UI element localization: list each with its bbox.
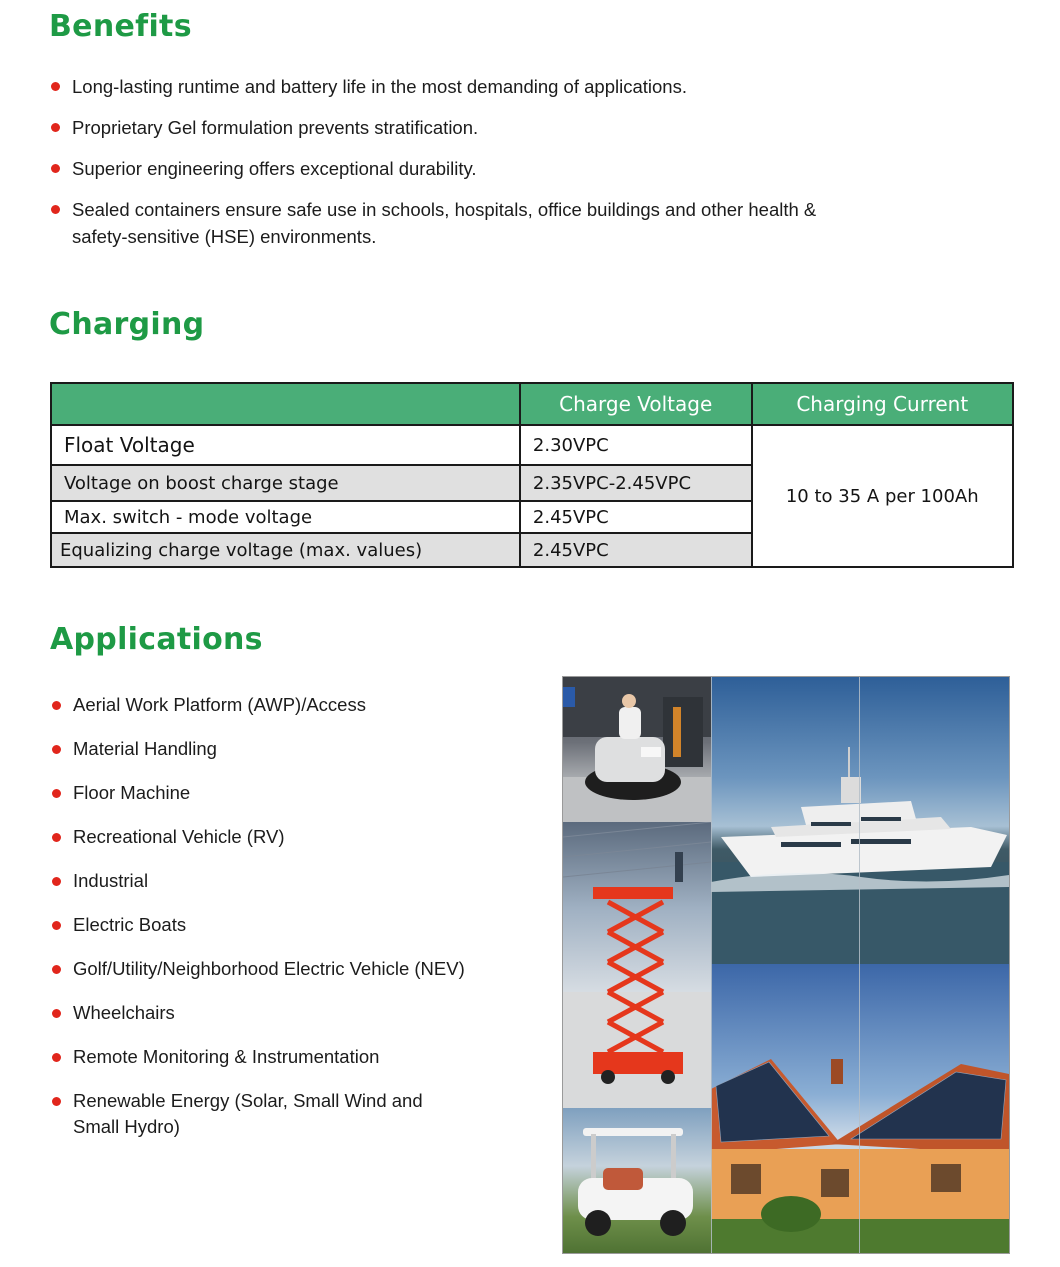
list-item: Electric Boats [50, 912, 520, 938]
floor-machine-photo [563, 677, 711, 822]
applications-photo-collage [562, 676, 1010, 1254]
solar-house-photo [711, 964, 1009, 1253]
charging-current-value: 10 to 35 A per 100Ah [752, 425, 1014, 567]
benefits-list [49, 73, 879, 264]
list-item: Material Handling [50, 736, 520, 762]
bullet-icon [52, 745, 61, 754]
list-item: Superior engineering offers exceptional durability. [49, 155, 879, 182]
list-item: Proprietary Gel formulation prevents stratification. [49, 114, 879, 141]
bullet-icon [52, 833, 61, 842]
row-label: Voltage on boost charge stage [51, 465, 520, 501]
list-item: Golf/Utility/Neighborhood Electric Vehicle (NEV) [50, 956, 520, 982]
yacht-photo [711, 677, 1009, 964]
row-value: 2.35VPC-2.45VPC [520, 465, 752, 501]
scissor-lift-photo [563, 822, 711, 1108]
bullet-icon [52, 965, 61, 974]
list-item: Floor Machine [50, 780, 520, 806]
applications-list [50, 692, 520, 1158]
bullet-icon [51, 82, 60, 91]
row-label: Float Voltage [51, 425, 520, 465]
golf-cart-photo [563, 1108, 711, 1253]
column-header-charging-current: Charging Current [752, 383, 1014, 425]
list-item: Remote Monitoring & Instrumentation [50, 1044, 520, 1070]
applications-heading: Applications [50, 622, 263, 657]
table-row [51, 425, 1013, 465]
row-label: Equalizing charge voltage (max. values) [51, 533, 520, 567]
row-value: 2.45VPC [520, 501, 752, 533]
benefits-heading: Benefits [49, 9, 192, 44]
list-item: Wheelchairs [50, 1000, 520, 1026]
bullet-icon [52, 1053, 61, 1062]
collage-divider [859, 677, 860, 1253]
bullet-icon [52, 1009, 61, 1018]
list-item: Sealed containers ensure safe use in schools, hospitals, office buildings and other health & safety-sensitive (HSE) environments. [49, 196, 862, 250]
list-item: Aerial Work Platform (AWP)/Access [50, 692, 520, 718]
collage-divider [711, 677, 712, 1253]
bullet-icon [52, 789, 61, 798]
bullet-icon [51, 205, 60, 214]
bullet-icon [51, 164, 60, 173]
table-header-row [51, 383, 1013, 425]
bullet-icon [52, 877, 61, 886]
row-value: 2.30VPC [520, 425, 752, 465]
row-value: 2.45VPC [520, 533, 752, 567]
bullet-icon [52, 1097, 61, 1106]
list-item: Recreational Vehicle (RV) [50, 824, 520, 850]
column-header-blank [51, 383, 520, 425]
list-item: Long-lasting runtime and battery life in the most demanding of applications. [49, 73, 879, 100]
bullet-icon [52, 701, 61, 710]
bullet-icon [51, 123, 60, 132]
row-label: Max. switch - mode voltage [51, 501, 520, 533]
list-item: Renewable Energy (Solar, Small Wind and Small Hydro) [50, 1088, 453, 1140]
list-item: Industrial [50, 868, 520, 894]
bullet-icon [52, 921, 61, 930]
column-header-charge-voltage: Charge Voltage [520, 383, 752, 425]
charging-heading: Charging [49, 307, 205, 342]
charging-table [50, 382, 1014, 568]
